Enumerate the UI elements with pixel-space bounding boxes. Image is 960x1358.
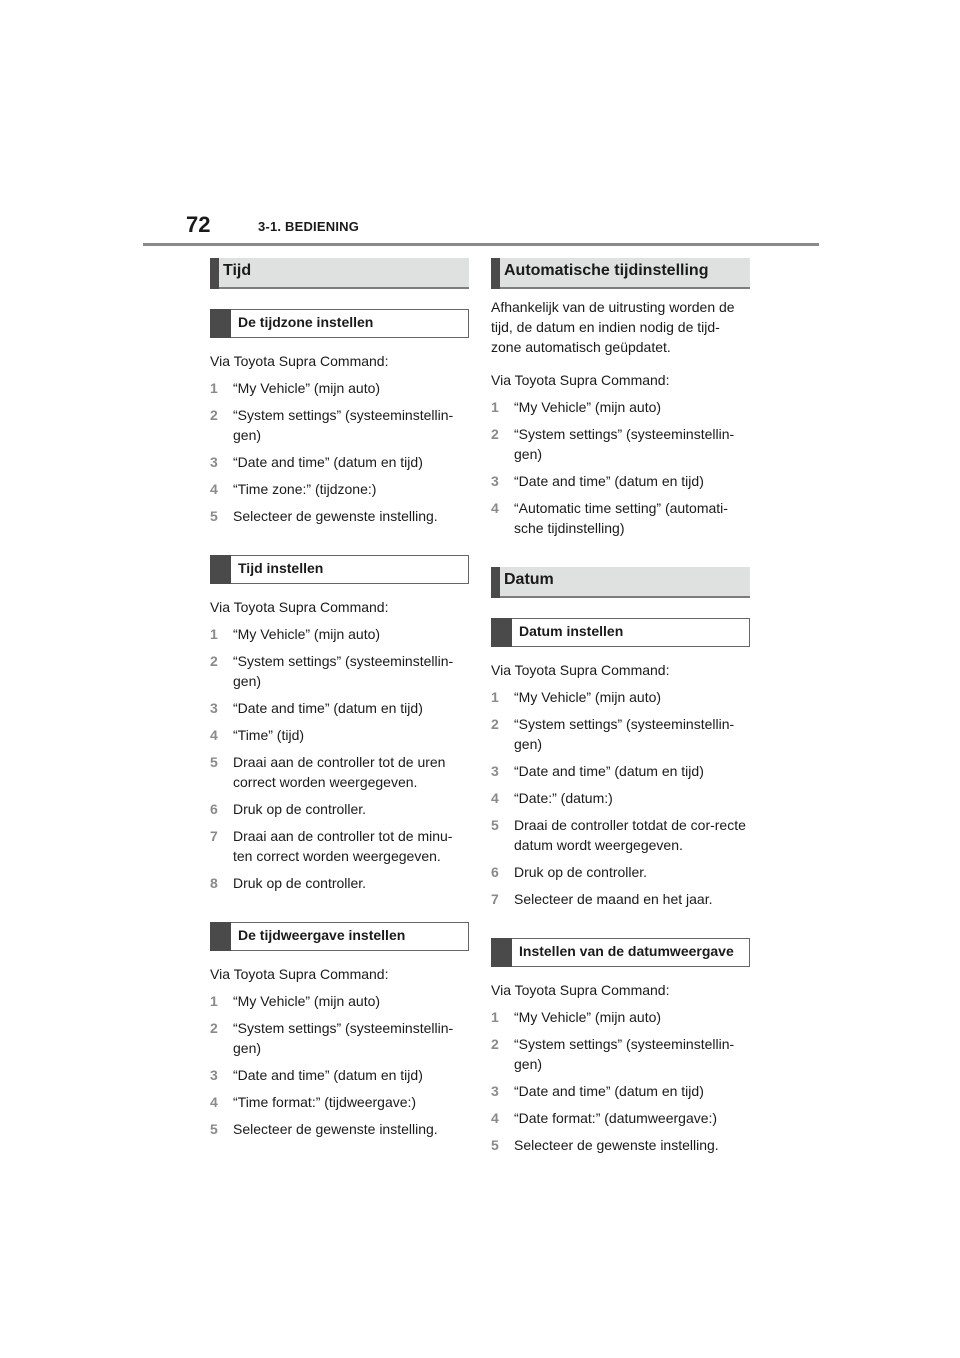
step-item — [210, 479, 469, 499]
step-number: 8 — [210, 875, 218, 891]
step-number: 2 — [491, 716, 499, 732]
step-text: “System settings” (systeeminstellin-gen) — [514, 1036, 735, 1072]
step-item — [210, 799, 469, 819]
intro-text: Via Toyota Supra Command: — [491, 372, 670, 388]
step-item — [210, 752, 469, 792]
section-label: 3-1. BEDIENING — [258, 219, 360, 234]
step-number: 7 — [210, 828, 218, 844]
step-number: 3 — [210, 1067, 218, 1083]
step-number: 3 — [491, 1083, 499, 1099]
step-text: “My Vehicle” (mijn auto) — [514, 1009, 662, 1025]
heading-tijd — [210, 258, 469, 289]
step-item — [210, 378, 469, 398]
right-column — [491, 258, 750, 1162]
page-number: 72 — [186, 212, 211, 237]
step-text: “My Vehicle” (mijn auto) — [233, 380, 381, 396]
step-text: “My Vehicle” (mijn auto) — [514, 689, 662, 705]
step-text: “My Vehicle” (mijn auto) — [233, 626, 381, 642]
step-item — [210, 873, 469, 893]
step-item — [491, 1081, 750, 1101]
step-text: Selecteer de gewenste instelling. — [233, 508, 438, 524]
step-item — [210, 1092, 469, 1112]
step-item — [210, 651, 469, 691]
subheading-tijd-instellen — [210, 555, 469, 584]
step-item — [210, 624, 469, 644]
subheading-datum-instellen — [491, 618, 750, 647]
step-item — [491, 862, 750, 882]
step-text: “Date and time” (datum en tijd) — [233, 454, 423, 470]
step-number: 7 — [491, 891, 499, 907]
step-number: 4 — [491, 790, 499, 806]
step-item — [491, 714, 750, 754]
step-text: Draai aan de controller tot de minu-ten correct worden weergegeven. — [233, 828, 453, 864]
step-number: 3 — [491, 473, 499, 489]
step-number: 5 — [491, 817, 499, 833]
step-number: 4 — [491, 500, 499, 516]
steps-datumweergave — [491, 1007, 750, 1155]
step-item — [491, 815, 750, 855]
steps-automatisch — [491, 397, 750, 538]
heading-auto-text: Automatische tijdinstelling — [504, 262, 709, 279]
step-item — [491, 498, 750, 538]
step-text: “My Vehicle” (mijn auto) — [233, 993, 381, 1009]
step-number: 2 — [210, 407, 218, 423]
step-item — [491, 788, 750, 808]
step-item — [491, 1135, 750, 1155]
step-item — [491, 471, 750, 491]
steps-datum-instellen — [491, 687, 750, 909]
step-text: “Date and time” (datum en tijd) — [514, 763, 704, 779]
step-item — [210, 1065, 469, 1085]
step-item — [491, 1108, 750, 1128]
step-text: “Date format:” (datumweergave:) — [514, 1110, 718, 1126]
subheading-text: De tijdzone instellen — [238, 314, 374, 330]
step-number: 1 — [210, 380, 218, 396]
subheading-datumweergave — [491, 938, 750, 967]
step-item — [210, 725, 469, 745]
step-text: “My Vehicle” (mijn auto) — [514, 399, 662, 415]
steps-tijdweergave — [210, 991, 469, 1139]
step-text: Selecteer de maand en het jaar. — [514, 891, 713, 907]
step-text: Druk op de controller. — [233, 801, 367, 817]
step-text: Druk op de controller. — [514, 864, 648, 880]
step-number: 5 — [210, 508, 218, 524]
subheading-tijdzone — [210, 309, 469, 338]
step-text: “Time” (tijd) — [233, 727, 305, 743]
step-number: 2 — [491, 426, 499, 442]
heading-datum-text: Datum — [504, 571, 554, 588]
step-number: 1 — [491, 689, 499, 705]
step-number: 2 — [491, 1036, 499, 1052]
subheading-text: Tijd instellen — [238, 560, 324, 576]
step-number: 4 — [210, 481, 218, 497]
step-number: 2 — [210, 1020, 218, 1036]
step-number: 1 — [210, 626, 218, 642]
step-item — [491, 424, 750, 464]
step-number: 5 — [210, 1121, 218, 1137]
intro-text: Via Toyota Supra Command: — [210, 599, 389, 615]
subheading-text: Datum instellen — [519, 623, 624, 639]
intro-text: Via Toyota Supra Command: — [210, 353, 389, 369]
step-number: 3 — [210, 454, 218, 470]
header-rule — [143, 243, 819, 246]
left-column — [210, 258, 469, 1146]
step-number: 5 — [210, 754, 218, 770]
step-text: Selecteer de gewenste instelling. — [233, 1121, 438, 1137]
step-number: 6 — [491, 864, 499, 880]
step-item — [210, 405, 469, 445]
subheading-text: De tijdweergave instellen — [238, 927, 406, 943]
step-text: “System settings” (systeeminstellin-gen) — [233, 407, 454, 443]
step-item — [491, 1034, 750, 1074]
step-item — [210, 506, 469, 526]
step-number: 1 — [491, 399, 499, 415]
intro-text: Via Toyota Supra Command: — [210, 966, 389, 982]
step-item — [210, 991, 469, 1011]
auto-paragraph: Afhankelijk van de uitrusting worden de tijd, de datum en indien nodig de tijd-zone automatisch geüpdatet. — [491, 299, 735, 355]
step-text: “Date and time” (datum en tijd) — [233, 700, 423, 716]
step-text: Selecteer de gewenste instelling. — [514, 1137, 719, 1153]
intro-text: Via Toyota Supra Command: — [491, 662, 670, 678]
step-number: 1 — [491, 1009, 499, 1025]
step-text: “Automatic time setting” (automati-sche tijdinstelling) — [514, 500, 728, 536]
step-item — [491, 889, 750, 909]
step-text: Draai de controller totdat de cor-recte datum wordt weergegeven. — [514, 817, 746, 853]
step-text: “Date and time” (datum en tijd) — [233, 1067, 423, 1083]
subheading-text: Instellen van de datumweergave — [519, 943, 734, 959]
intro-text: Via Toyota Supra Command: — [491, 982, 670, 998]
step-text: “Time format:” (tijdweergave:) — [233, 1094, 417, 1110]
step-text: “Date and time” (datum en tijd) — [514, 473, 704, 489]
step-item — [210, 1018, 469, 1058]
step-text: “System settings” (systeeminstellin-gen) — [233, 1020, 454, 1056]
step-text: “Time zone:” (tijdzone:) — [233, 481, 377, 497]
step-item — [491, 397, 750, 417]
step-number: 4 — [491, 1110, 499, 1126]
step-number: 6 — [210, 801, 218, 817]
step-item — [491, 687, 750, 707]
step-text: Draai aan de controller tot de uren correct worden weergegeven. — [233, 754, 446, 790]
subheading-tijdweergave — [210, 922, 469, 951]
step-item — [210, 1119, 469, 1139]
step-item — [491, 761, 750, 781]
step-text: “Date and time” (datum en tijd) — [514, 1083, 704, 1099]
step-number: 3 — [491, 763, 499, 779]
step-number: 5 — [491, 1137, 499, 1153]
step-number: 2 — [210, 653, 218, 669]
step-number: 4 — [210, 727, 218, 743]
heading-tijd-text: Tijd — [223, 262, 252, 279]
step-text: “System settings” (systeeminstellin-gen) — [514, 426, 735, 462]
step-item — [210, 826, 469, 866]
steps-tijd-instellen — [210, 624, 469, 893]
step-item — [491, 1007, 750, 1027]
step-number: 3 — [210, 700, 218, 716]
step-text: “System settings” (systeeminstellin-gen) — [514, 716, 735, 752]
step-number: 4 — [210, 1094, 218, 1110]
step-number: 1 — [210, 993, 218, 1009]
steps-tijdzone — [210, 378, 469, 526]
step-text: “Date:” (datum:) — [514, 790, 613, 806]
step-item — [210, 452, 469, 472]
heading-datum — [491, 567, 750, 598]
step-item — [210, 698, 469, 718]
step-text: Druk op de controller. — [233, 875, 367, 891]
step-text: “System settings” (systeeminstellin-gen) — [233, 653, 454, 689]
heading-automatische-tijdinstelling — [491, 258, 750, 289]
